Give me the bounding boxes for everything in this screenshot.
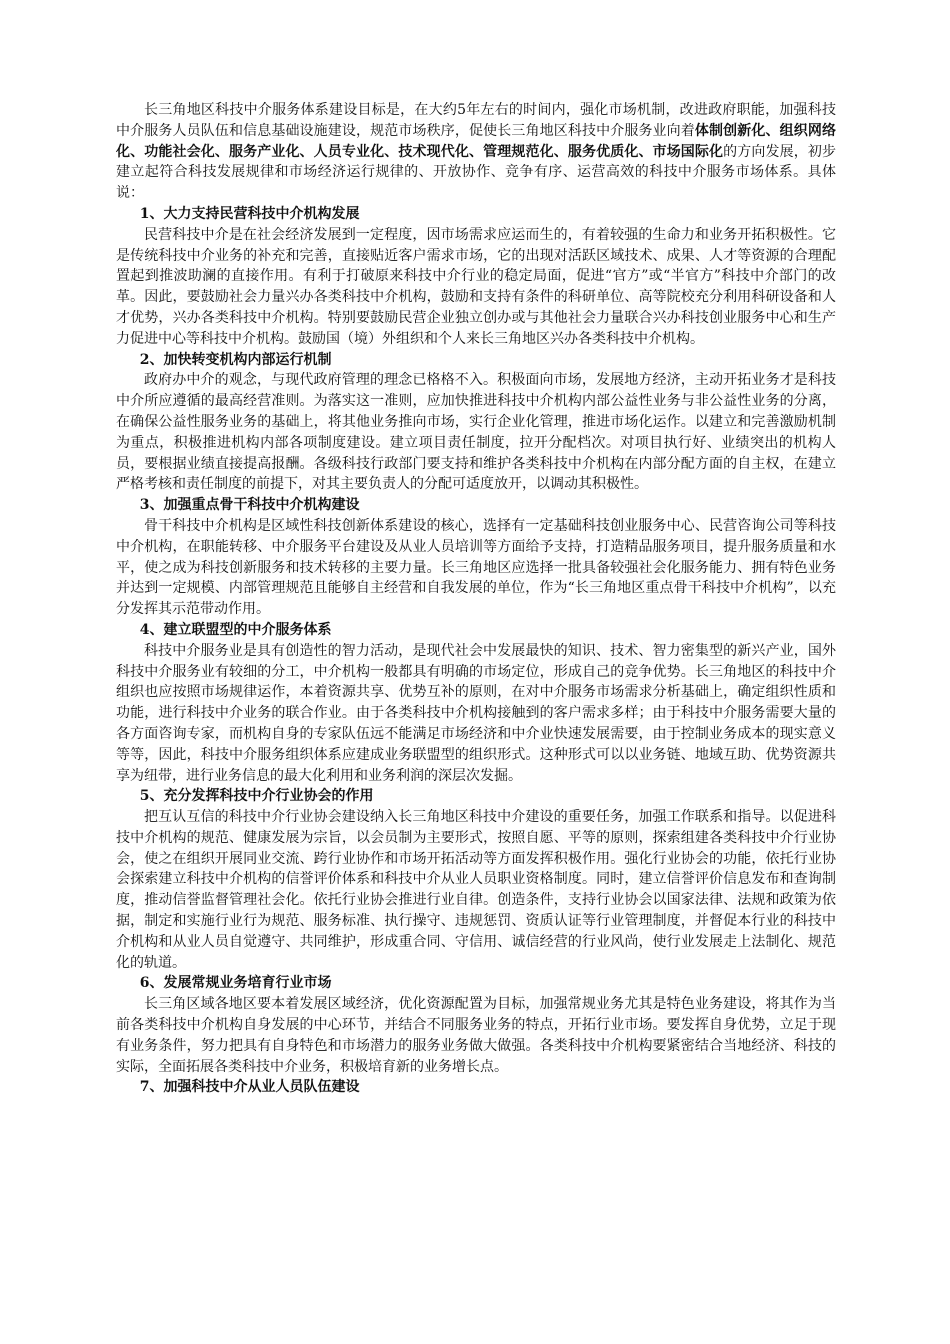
- section-1-body: 民营科技中介是在社会经济发展到一定程度，因市场需求应运而生的，有着较强的生命力和业务开拓积极性。它是传统科技中介业务的补充和完善，直接贴近客户需求市场，它的出现对活跃区域技术、成果、人才等资源的合理配置起到推波助澜的直接作用。有利于打破原来科技中介行业的稳定局面，促进“官方”或“半官方”科技中介部门的改革。因此，要鼓励社会力量兴办各类科技中介机构，鼓励和支持有条件的科研单位、高等院校充分利用科研设备和人才优势，兴办各类科技中介机构。特别要鼓励民营企业独立创办或与其他社会力量联合兴办科技创业服务中心和生产力促进中心等科技中介机构。鼓励国（境）外组织和个人来长三角地区兴办各类科技中介机构。: [116, 226, 836, 347]
- section-1-heading: 1、大力支持民营科技中介机构发展: [139, 205, 360, 222]
- section-5-body: 把互认互信的科技中介行业协会建设纳入长三角地区科技中介建设的重要任务，加强工作联系和指导。以促进科技中介机构的规范、健康发展为宗旨，以会员制为主要形式，按照自愿、平等的原则，探索组建各类科技中介行业协会，使之在组织开展同业交流、跨行业协作和市场开拓活动等方面发挥积极作用。强化行业协会的功能，依托行业协会探索建立科技中介机构的信誉评价体系和科技中介从业人员职业资格制度。同时，建立信誉评价信息发布和查询制度，推动信誉监督管理社会化。依托行业协会推进行业自律。创造条件，支持行业协会以国家法律、法规和政策为依据，制定和实施行业行为规范、服务标准、执行操守、违规惩罚、资质认证等行业管理制度，并督促本行业的科技中介机构和从业人员自觉遵守、共同维护，形成重合同、守信用、诚信经营的行业风尚，使行业发展走上法制化、规范化的轨道。: [116, 809, 836, 971]
- section-7-heading: 7、加强科技中介从业人员队伍建设: [139, 1079, 360, 1096]
- section-3-body: 骨干科技中介机构是区域性科技创新体系建设的核心，选择有一定基础科技创业服务中心、民营咨询公司等科技中介机构，在职能转移、中介服务平台建设及从业人员培训等方面给予支持，打造精品服务项目，提升服务质量和水平，使之成为科技创新服务和技术转移的主要力量。长三角地区应选择一批具备较强社会化服务能力、拥有特色业务并达到一定规模、内部管理规范且能够自主经营和自我发展的单位，作为“长三角地区重点骨干科技中介机构”，以充分发挥其示范带动作用。: [116, 517, 836, 618]
- intro-text-end: 的方向发展，初步建立起符合科技发展规律和市场经济运行规律的、开放协作、竞争有序、运营高效的科技中介服务市场体系。具体说：: [116, 143, 837, 202]
- intro-bold-goals: 体制创新化、组织网络化、功能社会化、服务产业化、人员专业化、技术现代化、管理规范化、服务优质化、市场国际化: [116, 122, 837, 160]
- intro-paragraph: [116, 100, 836, 204]
- section-6-body: 长三角区域各地区要本着发展区域经济，优化资源配置为目标，加强常规业务尤其是特色业务建设，将其作为当前各类科技中介机构自身发展的中心环节，并结合不同服务业务的特点，开拓行业市场。要发挥自身优势，立足于现有业务条件，努力把具有自身特色和市场潜力的服务业务做大做强。各类科技中介机构要紧密结合当地经济、科技的实际，全面拓展各类科技中介业务，积极培育新的业务增长点。: [116, 996, 836, 1075]
- section-6-heading: 6、发展常规业务培育行业市场: [139, 975, 332, 992]
- document-body: [116, 100, 836, 1098]
- section-4-heading: 4、建立联盟型的中介服务体系: [139, 621, 332, 638]
- section-2-heading: 2、加快转变机构内部运行机制: [139, 351, 332, 368]
- section-3-heading: 3、加强重点骨干科技中介机构建设: [139, 497, 360, 514]
- section-2-body: 政府办中介的观念，与现代政府管理的理念已格格不入。积极面向市场，发展地方经济，主动开拓业务才是科技中介所应遵循的最高经营准则。为落实这一准则，应加快推进科技中介机构内部公益性业务与非公益性业务的分离，在确保公益性服务业务的基础上，将其他业务推向市场，实行企业化管理，推进市场化运作。以建立和完善激励机制为重点，积极推进机构内部各项制度建设。建立项目责任制度，拉开分配档次。对项目执行好、业绩突出的机构人员，要根据业绩直接提高报酬。各级科技行政部门要支持和维护各类科技中介机构在内部分配方面的自主权，在建立严格考核和责任制度的前提下，对其主要负责人的分配可适度放开，以调动其积极性。: [116, 372, 836, 493]
- section-5-heading: 5、充分发挥科技中介行业协会的作用: [139, 788, 374, 805]
- intro-text-start: 长三角地区科技中介服务体系建设目标是，在大约5年左右的时间内，强化市场机制，改进政府职能，加强科技中介服务人员队伍和信息基础设施建设，规范市场秩序，促使长三角地区科技中介服务业向着: [116, 102, 836, 139]
- section-4-body: 科技中介服务业是具有创造性的智力活动，是现代社会中发展最快的知识、技术、智力密集型的新兴产业，国外科技中介服务业有较细的分工，中介机构一般都具有明确的市场定位，形成自己的竞争优势。长三角地区的科技中介组织也应按照市场规律运作，本着资源共享、优势互补的原则，在对中介服务市场需求分析基础上，确定组织性质和功能，进行科技中介业务的联合作业。由于各类科技中介机构接触到的客户需求多样；由于科技中介服务需要大量的各方面咨询专家，而机构自身的专家队伍远不能满足市场经济和中介业快速发展需要，由于控制业务成本的现实意义等等，因此，科技中介服务组织体系应建成业务联盟型的组织形式。这种形式可以以业务链、地域互助、优势资源共享为纽带，进行业务信息的最大化利用和业务利润的深层次发掘。: [116, 642, 836, 784]
